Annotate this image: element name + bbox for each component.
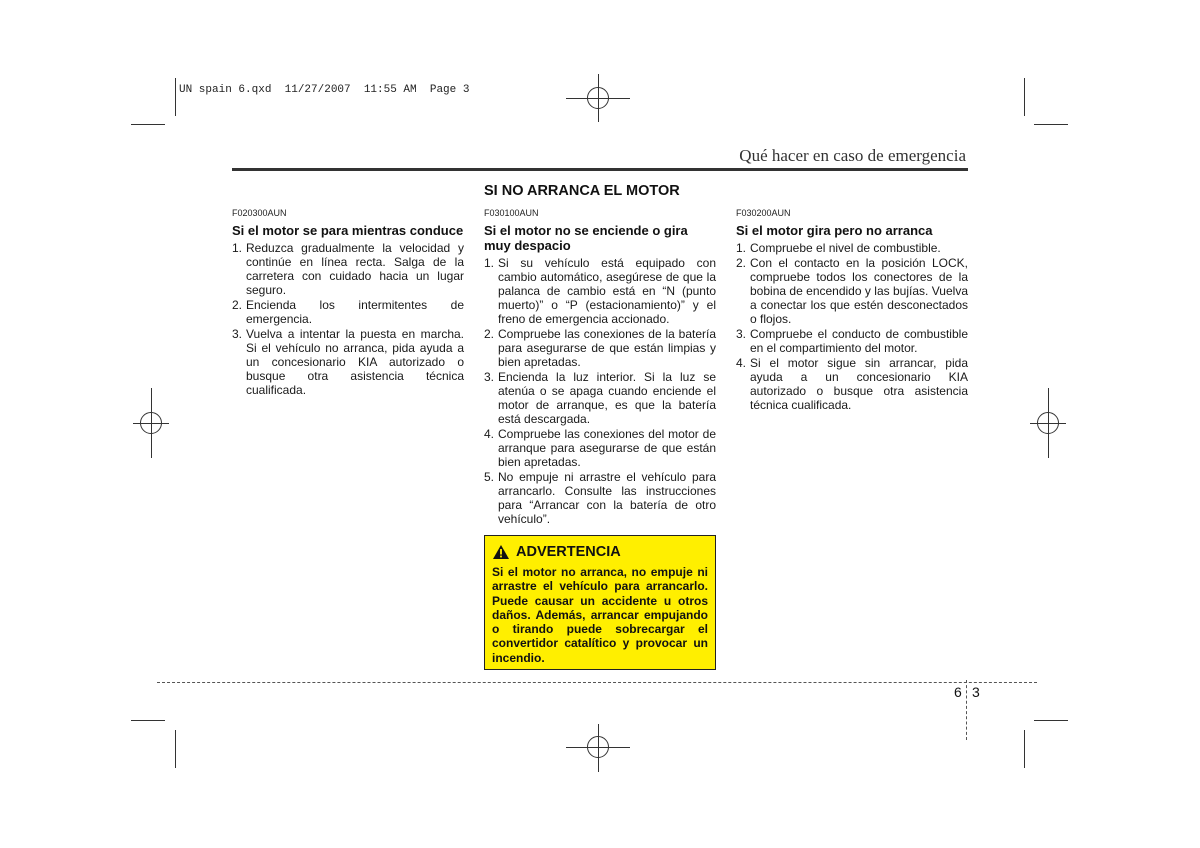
chapter-number: 6 [954, 684, 962, 700]
list-item: 4. Si el motor sigue sin arrancar, pida ayuda a un concesionario KIA autorizado o busque otra asistencia técnica cualificada. [736, 356, 968, 412]
header-rule [232, 168, 968, 171]
crop-mark [131, 720, 165, 721]
footer-dashed-rule [157, 682, 1037, 683]
crop-mark [1024, 78, 1025, 116]
crop-mark [1034, 720, 1068, 721]
list-item: 5. No empuje ni arrastre el vehículo para arrancarlo. Consulte las instrucciones para “Arrancar con la batería de otro vehículo”. [484, 470, 716, 526]
list-item: 1. Compruebe el nivel de combustible. [736, 241, 941, 255]
list-item: 4. Compruebe las conexiones del motor de arranque para asegurarse de que están bien apretadas. [484, 427, 716, 469]
steps-list [232, 241, 464, 397]
list-item: 2. Encienda los intermitentes de emergencia. [232, 298, 464, 326]
crop-mark [131, 124, 165, 125]
reference-code: F030200AUN [736, 208, 791, 218]
page-number-divider [966, 680, 967, 740]
page-number: 3 [972, 684, 980, 700]
reference-code: F030100AUN [484, 208, 539, 218]
list-item: 1. Si su vehículo está equipado con cambio automático, asegúrese de que la palanca de cambio está en “N (punto muerto)” o “P (estacionamiento)” y el freno de emergencia accionado. [484, 256, 716, 326]
print-slug: UN spain 6.qxd 11/27/2007 11:55 AM Page 3 [179, 84, 470, 96]
list-item: 2. Compruebe las conexiones de la batería para asegurarse de que están limpias y bien apretadas. [484, 327, 716, 369]
warning-box [484, 535, 716, 670]
page-header-title: Qué hacer en caso de emergencia [739, 146, 966, 165]
crop-mark [175, 730, 176, 768]
crop-mark [1024, 730, 1025, 768]
column-left [232, 208, 464, 398]
list-item: 1. Reduzca gradualmente la velocidad y continúe en línea recta. Salga de la carretera con cuidado hacia un lugar seguro. [232, 241, 464, 297]
subheading: Si el motor no se enciende o gira muy despacio [484, 223, 688, 253]
crop-mark [175, 78, 176, 116]
steps-list [484, 256, 716, 526]
warning-header [492, 544, 708, 560]
list-item: 3. Encienda la luz interior. Si la luz se atenúa o se apaga cuando enciende el motor de arranque, es que la batería está descargada. [484, 370, 716, 426]
subheading: Si el motor gira pero no arranca [736, 223, 933, 238]
list-item: 2. Con el contacto en la posición LOCK, compruebe todos los conectores de la bobina de encendido y las bujías. Vuelva a conectar los que estén desconectados o flojos. [736, 256, 968, 326]
warning-title: ADVERTENCIA [516, 544, 621, 560]
list-item: 3. Compruebe el conducto de combustible en el compartimiento del motor. [736, 327, 968, 355]
subheading: Si el motor se para mientras conduce [232, 223, 464, 238]
warning-triangle-icon [492, 544, 510, 560]
warning-body: Si el motor no arranca, no empuje ni arrastre el vehículo para arrancarlo. Puede causar un accidente u otros daños. Además, arrancar empujando o tirando puede sobrecargar el convertidor catalítico y provocar un incendio. [492, 565, 708, 665]
steps-list [736, 241, 968, 412]
column-middle [484, 208, 716, 527]
section-title: SI NO ARRANCA EL MOTOR [484, 183, 680, 199]
crop-mark [1034, 124, 1068, 125]
reference-code: F020300AUN [232, 208, 287, 218]
column-right [736, 208, 968, 413]
list-item: 3. Vuelva a intentar la puesta en marcha. Si el vehículo no arranca, pida ayuda a un concesionario KIA autorizado o busque otra asistencia técnica cualificada. [232, 327, 464, 397]
